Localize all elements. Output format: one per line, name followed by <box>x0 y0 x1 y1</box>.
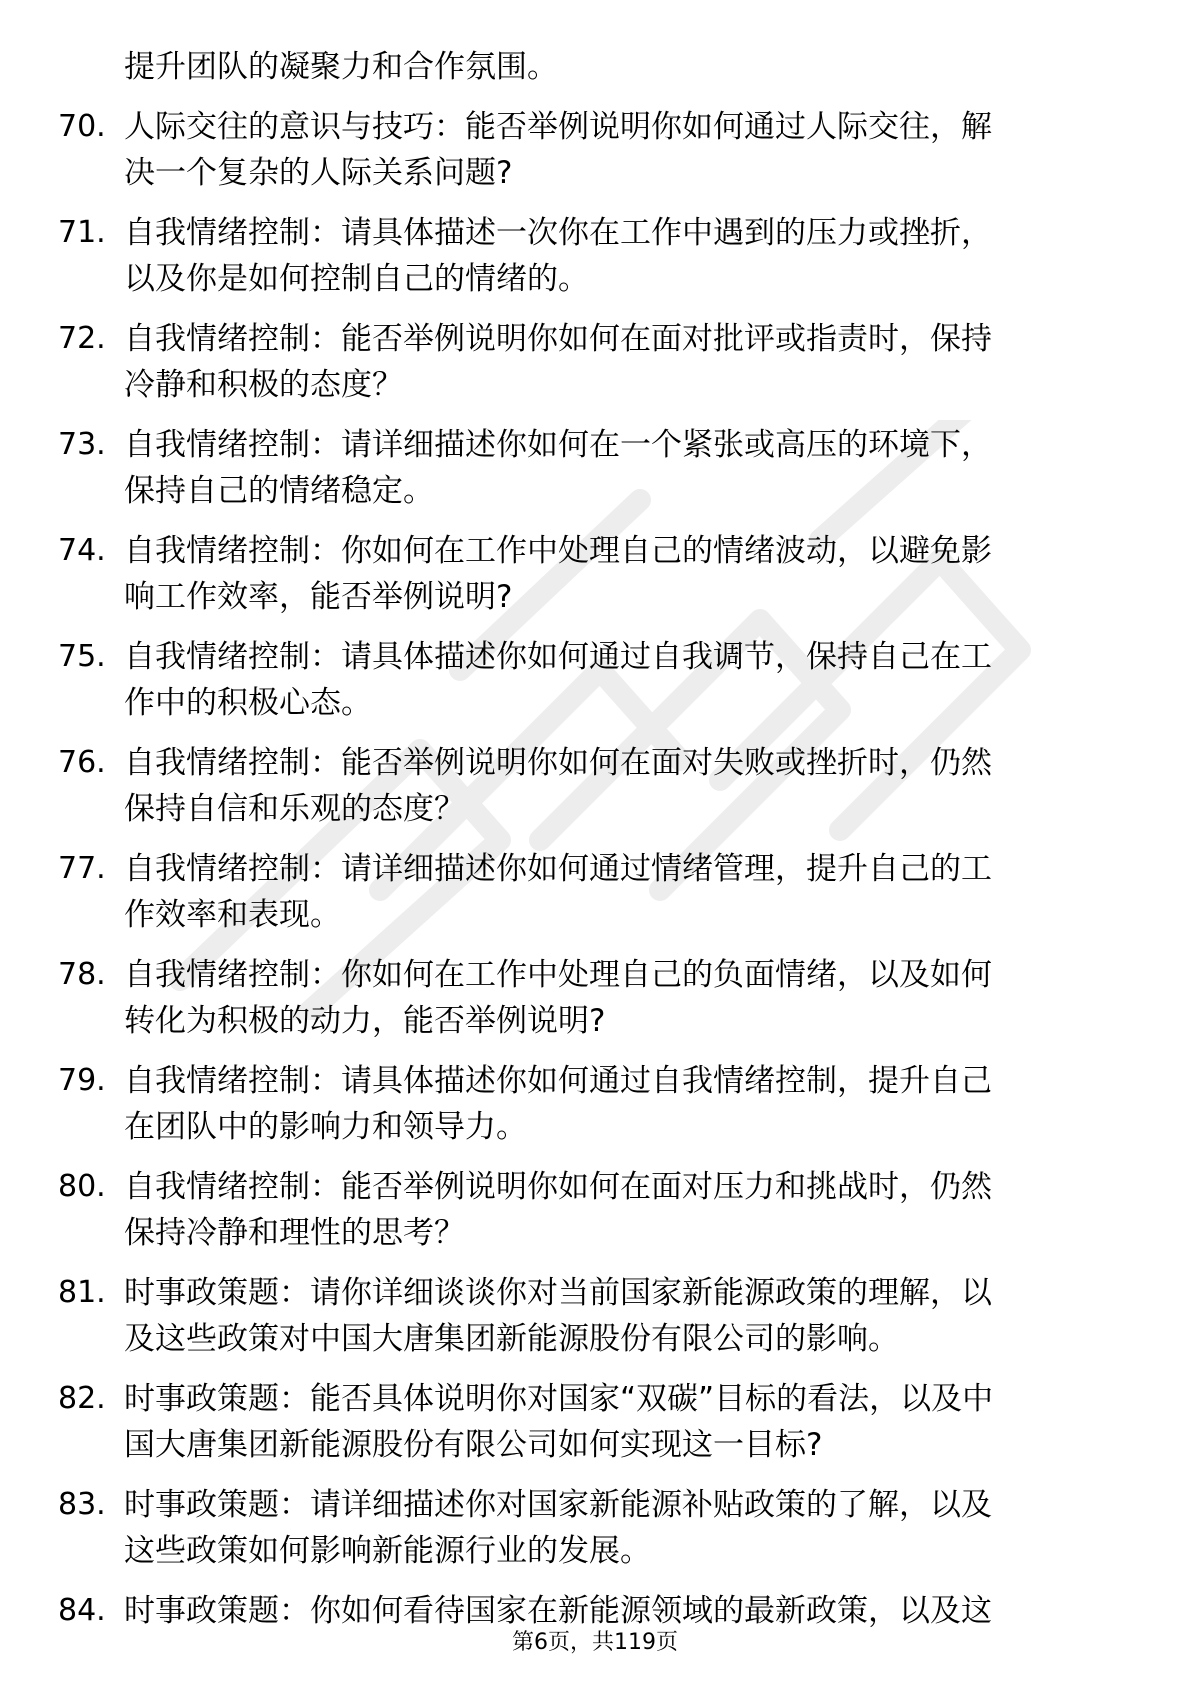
item-text-line: 时事政策题：请详细描述你对国家新能源补贴政策的了解，以及 <box>124 1487 992 1523</box>
list-item <box>58 104 1108 196</box>
item-number: 81. <box>58 1275 106 1310</box>
item-text <box>124 316 1108 408</box>
item-text-line: 人际交往的意识与技巧：能否举例说明你如何通过人际交往，解 <box>124 109 992 145</box>
item-text-line: 以及你是如何控制自己的情绪的。 <box>124 261 589 297</box>
list-item <box>58 846 1108 938</box>
list-item <box>58 1270 1108 1362</box>
item-number: 83. <box>58 1487 106 1522</box>
item-text-line: 时事政策题：能否具体说明你对国家“双碳”目标的看法，以及中 <box>124 1381 994 1417</box>
item-text-line: 作中的积极心态。 <box>124 685 372 721</box>
item-text-line: 自我情绪控制：能否举例说明你如何在面对批评或指责时，保持 <box>124 321 992 357</box>
item-number: 71. <box>58 215 106 250</box>
continuation-text: 提升团队的凝聚力和合作氛围。 <box>124 49 558 85</box>
item-text-line: 自我情绪控制：你如何在工作中处理自己的负面情绪，以及如何 <box>124 957 992 993</box>
item-text <box>124 1376 1108 1468</box>
item-text-line: 在团队中的影响力和领导力。 <box>124 1109 527 1145</box>
item-number: 70. <box>58 109 106 144</box>
list-item <box>58 1058 1108 1150</box>
item-text-line: 自我情绪控制：请详细描述你如何在一个紧张或高压的环境下， <box>124 427 992 463</box>
item-text <box>124 634 1108 726</box>
item-text-line: 决一个复杂的人际关系问题? <box>124 155 513 191</box>
item-number: 80. <box>58 1169 106 1204</box>
item-text-line: 保持自信和乐观的态度？ <box>124 791 465 827</box>
question-list <box>58 44 1108 1648</box>
item-number: 76. <box>58 745 106 780</box>
item-text <box>124 952 1108 1044</box>
item-text <box>124 740 1108 832</box>
items-container <box>58 104 1108 1634</box>
item-text <box>124 422 1108 514</box>
item-text-line: 及这些政策对中国大唐集团新能源股份有限公司的影响。 <box>124 1321 899 1357</box>
list-item <box>58 952 1108 1044</box>
item-text <box>124 528 1108 620</box>
item-number: 79. <box>58 1063 106 1098</box>
list-item <box>58 210 1108 302</box>
item-text-line: 保持冷静和理性的思考？ <box>124 1215 465 1251</box>
item-number: 72. <box>58 321 106 356</box>
list-item <box>58 634 1108 726</box>
item-text <box>124 1058 1108 1150</box>
list-item <box>58 528 1108 620</box>
item-text-line: 时事政策题：你如何看待国家在新能源领域的最新政策，以及这 <box>124 1593 992 1629</box>
item-number: 74. <box>58 533 106 568</box>
item-text-line: 响工作效率，能否举例说明? <box>124 579 513 615</box>
item-text-line: 时事政策题：请你详细谈谈你对当前国家新能源政策的理解，以 <box>124 1275 992 1311</box>
item-number: 82. <box>58 1381 106 1416</box>
item-text-line: 转化为积极的动力，能否举例说明? <box>124 1003 606 1039</box>
list-item <box>58 1482 1108 1574</box>
item-text <box>124 104 1108 196</box>
list-item <box>58 316 1108 408</box>
list-item <box>58 422 1108 514</box>
item-text <box>124 1482 1108 1574</box>
item-text-line: 自我情绪控制：请具体描述你如何通过自我情绪控制，提升自己 <box>124 1063 992 1099</box>
item-text-line: 这些政策如何影响新能源行业的发展。 <box>124 1533 651 1569</box>
item-number: 77. <box>58 851 106 886</box>
item-number: 78. <box>58 957 106 992</box>
list-item <box>58 740 1108 832</box>
list-item <box>58 1164 1108 1256</box>
page-footer: 第6页，共119页 <box>512 1630 678 1655</box>
item-number: 75. <box>58 639 106 674</box>
item-text-line: 自我情绪控制：你如何在工作中处理自己的情绪波动，以避免影 <box>124 533 992 569</box>
item-text <box>124 1270 1108 1362</box>
item-text-line: 冷静和积极的态度？ <box>124 367 403 403</box>
item-text-line: 自我情绪控制：请具体描述一次你在工作中遇到的压力或挫折， <box>124 215 992 251</box>
item-text-line: 保持自己的情绪稳定。 <box>124 473 434 509</box>
item-text <box>124 1164 1108 1256</box>
list-item <box>58 1376 1108 1468</box>
item-text-line: 国大唐集团新能源股份有限公司如何实现这一目标? <box>124 1427 823 1463</box>
item-number: 73. <box>58 427 106 462</box>
item-text <box>124 210 1108 302</box>
item-text-line: 自我情绪控制：请具体描述你如何通过自我调节，保持自己在工 <box>124 639 992 675</box>
item-text-line: 自我情绪控制：能否举例说明你如何在面对失败或挫折时，仍然 <box>124 745 992 781</box>
item-number: 84. <box>58 1593 106 1628</box>
item-text <box>124 846 1108 938</box>
item-text-line: 作效率和表现。 <box>124 897 341 933</box>
item-text-line: 自我情绪控制：能否举例说明你如何在面对压力和挑战时，仍然 <box>124 1169 992 1205</box>
item-text-line: 自我情绪控制：请详细描述你如何通过情绪管理，提升自己的工 <box>124 851 992 887</box>
